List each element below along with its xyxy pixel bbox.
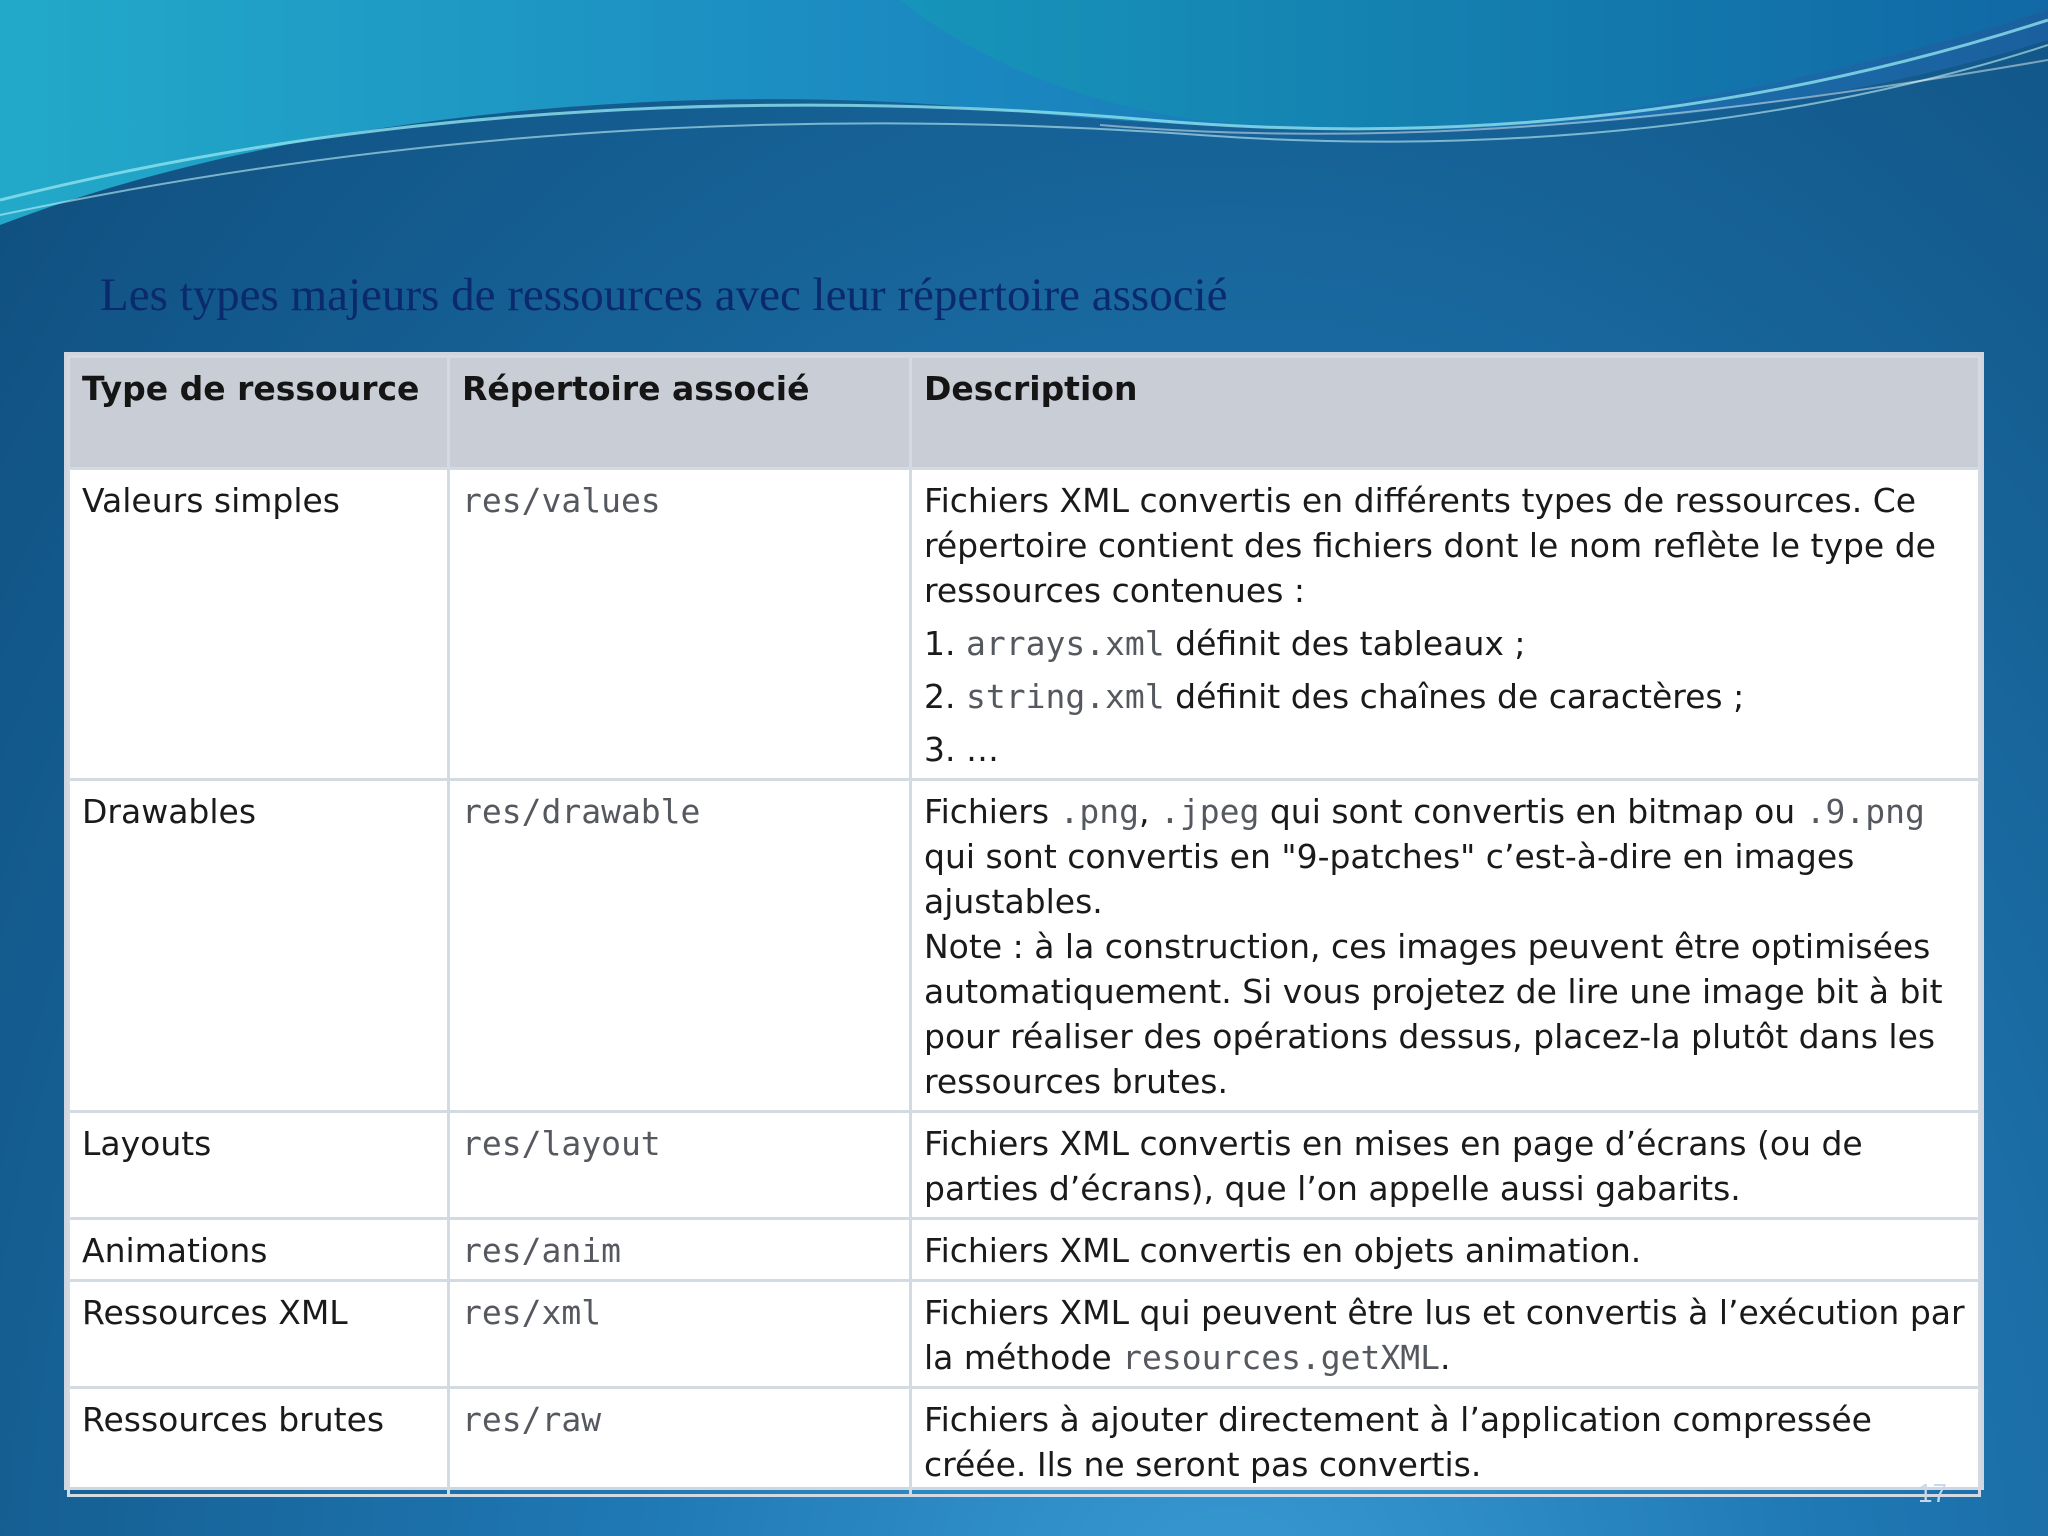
table-row <box>69 469 1980 780</box>
list-item <box>924 727 1966 772</box>
code-filename: string.xml <box>965 677 1165 716</box>
list-text: définit des chaînes de caractères ; <box>1164 677 1745 716</box>
list-number: 1. <box>924 624 966 663</box>
header-wave-decoration <box>0 0 2048 260</box>
cell-directory: res/drawable <box>449 780 911 1112</box>
cell-description <box>911 780 1980 1112</box>
cell-directory: res/raw <box>449 1388 911 1496</box>
header-description: Description <box>911 357 1980 469</box>
code-extension: .png <box>1059 792 1140 831</box>
code-extension: .9.png <box>1805 792 1925 831</box>
slide-title: Les types majeurs de ressources avec leur répertoire associé <box>100 269 1228 321</box>
cell-description: Fichiers XML convertis en mises en page d’écrans (ou de parties d’écrans), que l’on appelle aussi gabarits. <box>911 1112 1980 1219</box>
cell-description: Fichiers à ajouter directement à l’application compressée créée. Ils ne seront pas convertis. <box>911 1388 1980 1496</box>
cell-type: Ressources brutes <box>69 1388 449 1496</box>
description-text: qui sont convertis en bitmap ou <box>1259 792 1806 831</box>
description-note: Note : à la construction, ces images peuvent être optimisées automatiquement. Si vous projetez de lire une image bit à bit pour réaliser des opérations dessus, placez-la plutôt dans les ressources brutes. <box>924 927 1943 1101</box>
table-row <box>69 780 1980 1112</box>
description-text: Fichiers XML convertis en différents types de ressources. Ce répertoire contient des fichiers dont le nom reflète le type de ressources contenues : <box>924 481 1936 610</box>
description-text: qui sont convertis en "9-patches" c’est-à-dire en images ajustables. <box>924 837 1855 921</box>
description-text: . <box>1440 1338 1451 1377</box>
resource-types-table <box>64 352 1984 1490</box>
description-text: , <box>1139 792 1160 831</box>
page-number: 17 <box>1918 1478 1947 1508</box>
code-filename: arrays.xml <box>965 624 1165 663</box>
list-number: 3. … <box>924 730 999 769</box>
code-method: resources.getXML <box>1122 1338 1441 1377</box>
table-row <box>69 1112 1980 1219</box>
cell-description <box>911 469 1980 780</box>
cell-directory: res/values <box>449 469 911 780</box>
cell-type: Layouts <box>69 1112 449 1219</box>
cell-type: Drawables <box>69 780 449 1112</box>
cell-directory: res/xml <box>449 1281 911 1388</box>
table-row <box>69 1388 1980 1496</box>
cell-description: Fichiers XML convertis en objets animation. <box>911 1219 1980 1281</box>
table-row <box>69 1219 1980 1281</box>
list-item <box>924 621 1966 666</box>
cell-description <box>911 1281 1980 1388</box>
cell-type: Valeurs simples <box>69 469 449 780</box>
table-header-row <box>69 357 1980 469</box>
cell-type: Ressources XML <box>69 1281 449 1388</box>
list-number: 2. <box>924 677 966 716</box>
description-text: Fichiers <box>924 792 1060 831</box>
cell-directory: res/layout <box>449 1112 911 1219</box>
table-row <box>69 1281 1980 1388</box>
list-text: définit des tableaux ; <box>1164 624 1526 663</box>
header-directory: Répertoire associé <box>449 357 911 469</box>
description-text: Fichiers XML qui peuvent être lus et convertis à l’exécution par la méthode <box>924 1293 1965 1377</box>
cell-directory: res/anim <box>449 1219 911 1281</box>
code-extension: .jpeg <box>1160 792 1260 831</box>
cell-type: Animations <box>69 1219 449 1281</box>
list-item <box>924 674 1966 719</box>
header-resource-type: Type de ressource <box>69 357 449 469</box>
